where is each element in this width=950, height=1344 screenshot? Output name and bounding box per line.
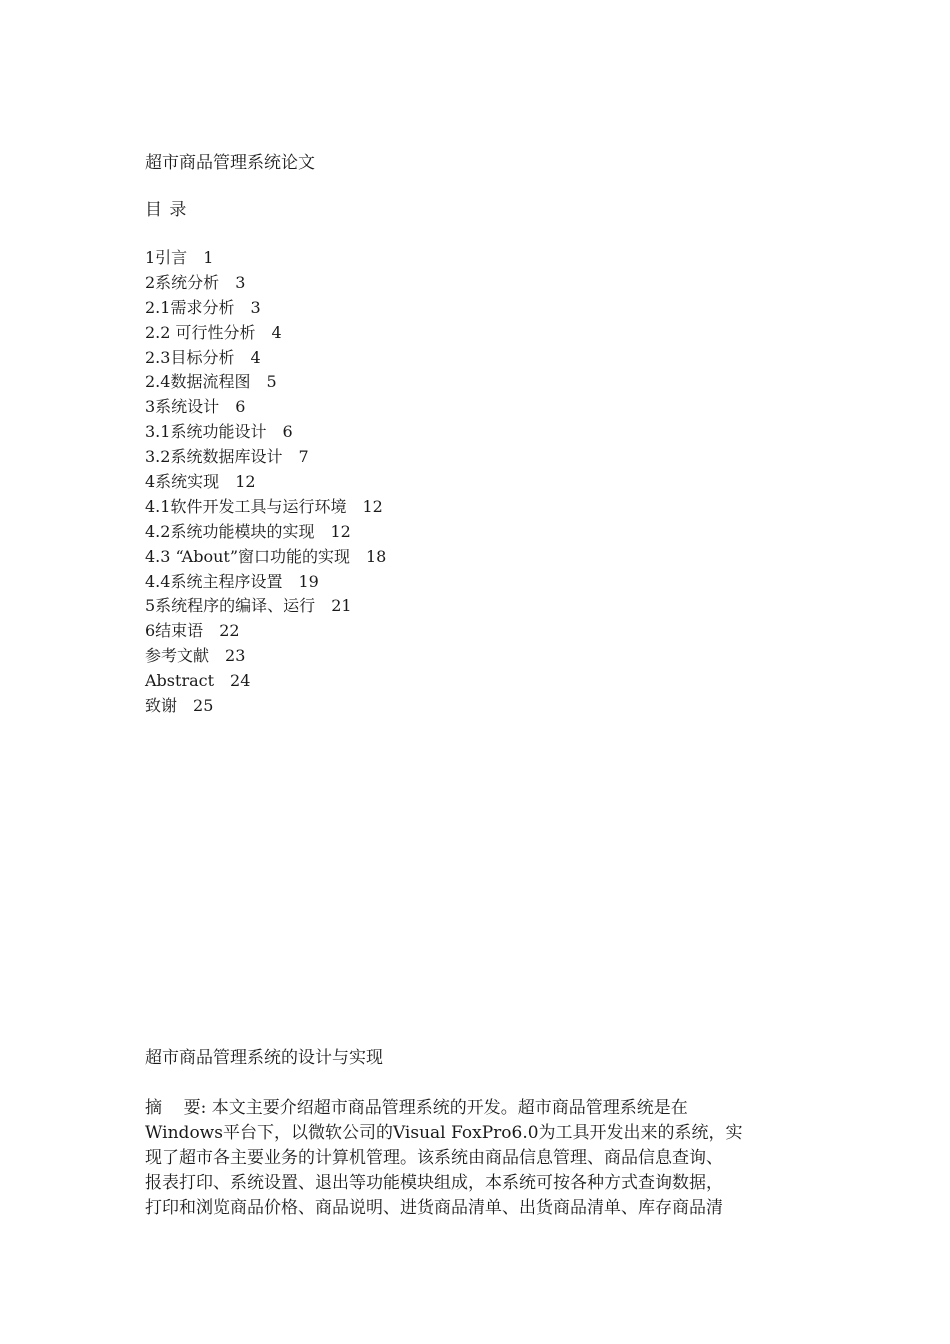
toc-entry[interactable] <box>145 445 386 470</box>
toc-entry-page: 7 <box>298 447 309 467</box>
toc-entry[interactable] <box>145 644 386 669</box>
toc-entry-label: 2.1需求分析 <box>145 297 235 317</box>
toc-entry[interactable] <box>145 296 386 321</box>
toc-entry-page: 1 <box>203 248 214 267</box>
toc-entry-label: 4.1软件开发工具与运行环境 <box>145 496 347 516</box>
document-title: 超市商品管理系统论文 <box>145 153 315 173</box>
toc-entry-page: 22 <box>219 621 240 641</box>
toc-entry-page: 6 <box>282 422 293 442</box>
toc-entry[interactable] <box>145 669 386 694</box>
toc-entry[interactable] <box>145 570 386 595</box>
toc-entry[interactable] <box>145 470 386 495</box>
toc-entry-label: Abstract <box>145 671 215 691</box>
toc-entry-page: 5 <box>266 372 277 392</box>
toc-entry[interactable] <box>145 520 386 545</box>
toc-entry[interactable] <box>145 420 386 445</box>
toc-entry-label: 2系统分析 <box>145 272 220 292</box>
toc-entry-label: 1引言 <box>145 248 188 267</box>
toc-entry-label: 2.2 可行性分析 <box>145 322 256 342</box>
toc-entry-label: 参考文献 <box>145 646 210 666</box>
table-of-contents <box>145 246 386 719</box>
toc-entry-label: 4.2系统功能模块的实现 <box>145 521 315 541</box>
toc-entry-label: 5系统程序的编译、运行 <box>145 596 316 616</box>
toc-entry[interactable] <box>145 271 386 296</box>
toc-entry-page: 21 <box>331 596 352 616</box>
toc-entry-label: 4.3 “About”窗口功能的实现 <box>145 546 350 566</box>
toc-entry-page: 25 <box>193 696 214 716</box>
toc-entry-label: 4系统实现 <box>145 472 220 492</box>
toc-entry-page: 12 <box>235 472 256 492</box>
abstract-line: 现了超市各主要业务的计算机管理。该系统由商品信息管理、商品信息查询、 <box>145 1148 723 1168</box>
abstract-paragraph <box>145 1096 805 1221</box>
toc-entry-page: 6 <box>235 397 246 417</box>
abstract-line: Windows平台下，以微软公司的Visual FoxPro6.0为工具开发出来的系统，实 <box>145 1123 743 1143</box>
toc-entry[interactable] <box>145 246 386 271</box>
toc-entry-page: 23 <box>225 646 246 666</box>
toc-entry[interactable] <box>145 619 386 644</box>
toc-entry-label: 2.3目标分析 <box>145 347 235 367</box>
toc-entry[interactable] <box>145 321 386 346</box>
toc-entry[interactable] <box>145 395 386 420</box>
toc-entry[interactable] <box>145 495 386 520</box>
toc-entry-page: 24 <box>230 671 251 691</box>
toc-entry-label: 2.4数据流程图 <box>145 372 251 392</box>
toc-entry-label: 6结束语 <box>145 621 204 641</box>
toc-entry-page: 12 <box>330 521 351 541</box>
toc-entry[interactable] <box>145 346 386 371</box>
toc-entry-page: 19 <box>298 571 319 591</box>
toc-entry-page: 4 <box>271 322 282 342</box>
toc-entry-label: 3系统设计 <box>145 397 220 417</box>
toc-entry-page: 3 <box>235 272 246 292</box>
toc-entry-label: 3.2系统数据库设计 <box>145 447 283 467</box>
toc-entry-page: 4 <box>250 347 261 367</box>
toc-entry[interactable] <box>145 694 386 719</box>
toc-entry[interactable] <box>145 594 386 619</box>
toc-entry[interactable] <box>145 545 386 570</box>
abstract-line: 报表打印、系统设置、退出等功能模块组成，本系统可按各种方式查询数据， <box>145 1173 723 1193</box>
toc-entry[interactable] <box>145 370 386 395</box>
toc-entry-label: 3.1系统功能设计 <box>145 422 267 442</box>
toc-entry-page: 12 <box>362 496 383 516</box>
toc-entry-page: 3 <box>250 297 261 317</box>
toc-heading: 目 录 <box>145 200 188 220</box>
toc-entry-page: 18 <box>366 546 387 566</box>
toc-entry-label: 4.4系统主程序设置 <box>145 571 283 591</box>
abstract-line: 打印和浏览商品价格、商品说明、进货商品清单、出货商品清单、库存商品清 <box>145 1198 723 1218</box>
section-title: 超市商品管理系统的设计与实现 <box>145 1048 383 1068</box>
toc-entry-label: 致谢 <box>145 696 178 716</box>
abstract-line: 摘 要: 本文主要介绍超市商品管理系统的开发。超市商品管理系统是在 <box>145 1098 688 1118</box>
